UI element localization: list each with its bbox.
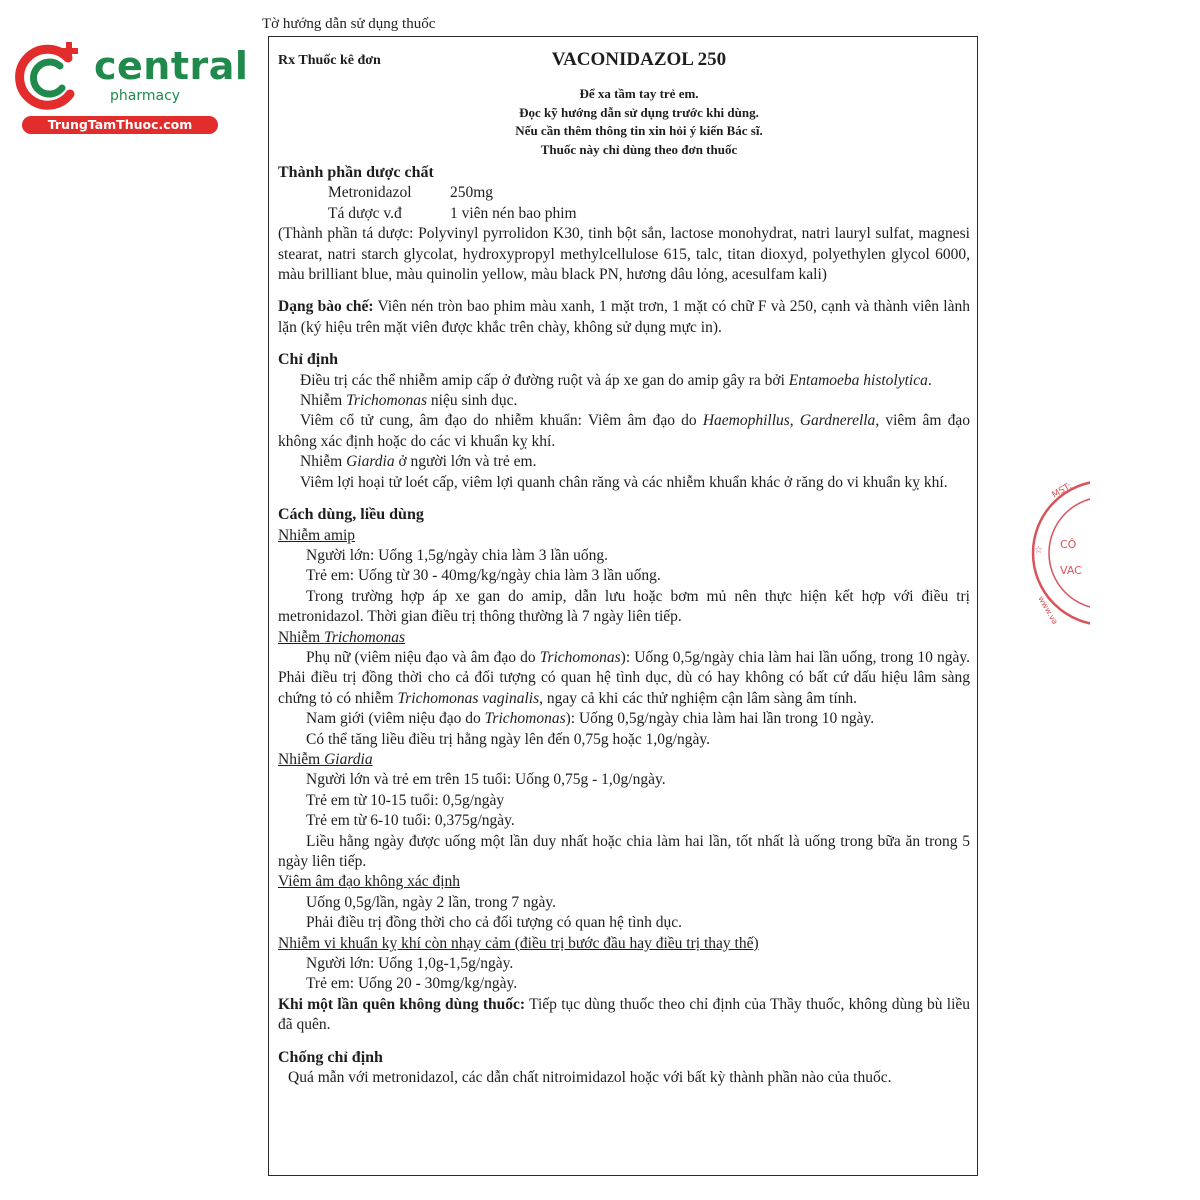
organism-name: Trichomonas vaginalis — [397, 689, 540, 707]
brand-logo[interactable] — [10, 36, 249, 136]
indication-item — [278, 371, 970, 391]
indication-item — [278, 391, 970, 411]
indications-heading: Chỉ định — [278, 351, 339, 369]
indication-text: Viêm cổ tử cung, âm đạo do nhiễm khuẩn: Viêm âm đạo do — [300, 412, 703, 430]
dose-line: Uống 0,5g/lần, ngày 2 lần, trong 7 ngày. — [306, 893, 556, 911]
dose-paragraph — [278, 648, 970, 709]
indication-item — [278, 411, 970, 452]
contraindications-text: Quá mẫn với metronidazol, các dẫn chất nitroimidazol hoặc với bất kỳ thành phần nào của thuốc. — [288, 1069, 892, 1087]
organism-name: Trichomonas — [346, 392, 428, 410]
active-ingredient-amount: 250mg — [450, 184, 494, 202]
missed-dose-paragraph — [278, 995, 970, 1036]
logo-wordmark: central — [94, 44, 249, 88]
organism-name: Entamoeba histolytica — [788, 371, 928, 389]
usage-heading: Cách dùng, liều dùng — [278, 506, 424, 524]
indication-text: Điều trị các thể nhiễm amip cấp ở đường ruột và áp xe gan do amip gây ra bởi — [300, 371, 789, 389]
central-pharmacy-logo-icon — [10, 36, 90, 116]
insert-body — [278, 163, 970, 1088]
dose-text: Phụ nữ (viêm niệu đạo và âm đạo do — [306, 648, 540, 666]
rx-label: Rx Thuốc kê đơn — [278, 53, 381, 68]
missed-dose-label: Khi một lần quên không dùng thuốc: — [278, 995, 526, 1013]
organism-name: Trichomonas — [539, 648, 621, 666]
subheading-text: Nhiễm — [278, 750, 325, 768]
dose-line: Trẻ em từ 10-15 tuổi: 0,5g/ngày — [306, 791, 505, 809]
insert-frame — [268, 36, 978, 1176]
dosage-form-label: Dạng bào chế: — [278, 298, 374, 316]
dosage-form-paragraph — [278, 297, 970, 338]
organism-name: Giardia — [346, 453, 395, 471]
dose-line: Trẻ em: Uống 20 - 30mg/kg/ngày. — [306, 975, 518, 993]
dose-text: ): Uống 0,5g/ngày chia làm hai lần uống, trong 10 ngày. Phải điều trị đồng thời cho cả đối tượng có quan hệ tình dục, dù có hay không có bất cứ dấu hiệu lâm sàng chứng tỏ có nhiễm — [278, 648, 971, 707]
excipient-amount: 1 viên nén bao phim — [450, 204, 577, 222]
giardia-subheading — [278, 750, 970, 770]
dose-line: Người lớn: Uống 1,0g-1,5g/ngày. — [306, 955, 514, 973]
dose-line: Trẻ em: Uống từ 30 - 40mg/kg/ngày chia làm 3 lần uống. — [306, 567, 661, 585]
excipients-list: (Thành phần tá dược: Polyvinyl pyrrolidon K30, tinh bột sắn, lactose monohydrat, natri lauryl sulfat, magnesi stearat, natri starch glycolat, hydroxypropyl methylcellulose 615, talc, titan dioxyd, polyethylen glycol 6000, màu brilliant blue, màu quinolin yellow, màu black PN, hương dâu lỏng, acesulfam kali) — [278, 225, 970, 284]
indication-text: . — [927, 371, 932, 389]
missed-dose-text: Tiếp tục dùng thuốc theo chỉ định của Thầy thuốc, không dùng bù liều đã quên. — [278, 995, 971, 1034]
tricho-subheading — [278, 628, 970, 648]
dose-paragraph — [278, 709, 970, 729]
excipient-row — [278, 204, 970, 224]
dosage-form-text: Viên nén tròn bao phim màu xanh, 1 mặt trơn, 1 mặt có chữ F và 250, cạnh và thành viên lành lặn (ký hiệu trên mặt viên được khắc trên chày, không sử dụng mực in). — [278, 298, 970, 336]
dose-text: Trong trường hợp áp xe gan do amip, dẫn lưu hoặc bơm mủ nên thực hiện kết hợp với điều trị metronidazol. Thời gian điều trị thông thường là 7 ngày liên tiếp. — [278, 587, 970, 626]
vaginal-subheading: Viêm âm đạo không xác định — [278, 873, 461, 891]
organism-name: Trichomonas — [484, 710, 566, 728]
dose-line: Người lớn: Uống 1,5g/ngày chia làm 3 lần uống. — [306, 546, 609, 564]
warning-block — [278, 85, 970, 159]
logo-url-badge[interactable]: TrungTamThuoc.com — [22, 116, 218, 134]
logo-subtitle: pharmacy — [110, 88, 181, 104]
dose-line: Có thể tăng liều điều trị hằng ngày lên đến 0,75g hoặc 1,0g/ngày. — [306, 730, 711, 748]
amip-subheading: Nhiễm amip — [278, 526, 356, 544]
dose-paragraph — [278, 587, 970, 628]
drug-title: VACONIDAZOL 250 — [551, 49, 727, 70]
indication-item: Viêm lợi hoại tử loét cấp, viêm lợi quanh chân răng và các nhiễm khuẩn khác ở răng do vi khuẩn kỵ khí. — [300, 473, 948, 491]
dose-line: Trẻ em từ 6-10 tuổi: 0,375g/ngày. — [306, 812, 515, 830]
warning-line: Thuốc này chỉ dùng theo đơn thuốc — [540, 141, 738, 157]
active-ingredient-name: Metronidazol — [328, 184, 412, 202]
anaerobic-subheading: Nhiễm vi khuẩn kỵ khí còn nhạy cảm (điều trị bước đầu hay điều trị thay thế) — [278, 934, 759, 952]
dose-paragraph: Liều hằng ngày được uống một lần duy nhất hoặc chia làm hai lần, tốt nhất là uống trong bữa ăn trong 5 ngày liên tiếp. — [278, 832, 970, 870]
warning-line: Nếu cần thêm thông tin xin hỏi ý kiến Bác sĩ. — [515, 123, 763, 138]
dose-line: Phải điều trị đồng thời cho cả đối tượng có quan hệ tình dục. — [306, 914, 683, 932]
dose-text: ): Uống 0,5g/ngày chia làm hai lần trong 10 ngày. — [565, 710, 875, 728]
organism-name: Gardnerella — [799, 412, 876, 430]
active-ingredient-row — [278, 183, 970, 203]
stamp-icon — [1030, 478, 1090, 628]
organism-name: Haemophillus — [702, 412, 790, 430]
dose-text: Nam giới (viêm niệu đạo do — [306, 710, 485, 728]
indication-text: , — [789, 412, 800, 430]
stamp-text: CÔ — [1060, 538, 1077, 551]
stamp-text: www.va — [1036, 594, 1060, 626]
subheading-text: Nhiễm — [278, 628, 325, 646]
stamp-text: MST: — [1050, 481, 1074, 501]
company-stamp — [1030, 478, 1090, 628]
organism-name: Giardia — [324, 750, 373, 768]
contraindications-heading: Chống chỉ định — [278, 1048, 383, 1066]
excipient-name: Tá dược v.đ — [328, 204, 402, 222]
dose-line: Người lớn và trẻ em trên 15 tuổi: Uống 0,75g - 1,0g/ngày. — [306, 771, 666, 789]
warning-line: Để xa tầm tay trẻ em. — [579, 86, 699, 101]
composition-heading: Thành phần dược chất — [278, 164, 434, 181]
indication-text: niệu sinh dục. — [427, 392, 518, 410]
indication-item — [278, 452, 970, 472]
indication-text: Nhiễm — [300, 453, 347, 471]
svg-text:☆: ☆ — [1034, 545, 1043, 556]
page-caption: Tờ hướng dẫn sử dụng thuốc — [262, 16, 436, 32]
indication-text: , viêm âm đạo không xác định hoặc do các vi khuẩn kỵ khí. — [278, 412, 970, 450]
dose-text: , ngay cả khi các thử nghiệm cận lâm sàng âm tính. — [539, 689, 858, 707]
indication-text: ở người lớn và trẻ em. — [394, 453, 537, 471]
organism-name: Trichomonas — [324, 628, 406, 646]
stamp-text: VAC — [1060, 564, 1082, 577]
indication-text: Nhiễm — [300, 392, 347, 410]
warning-line: Đọc kỹ hướng dẫn sử dụng trước khi dùng. — [519, 104, 759, 120]
